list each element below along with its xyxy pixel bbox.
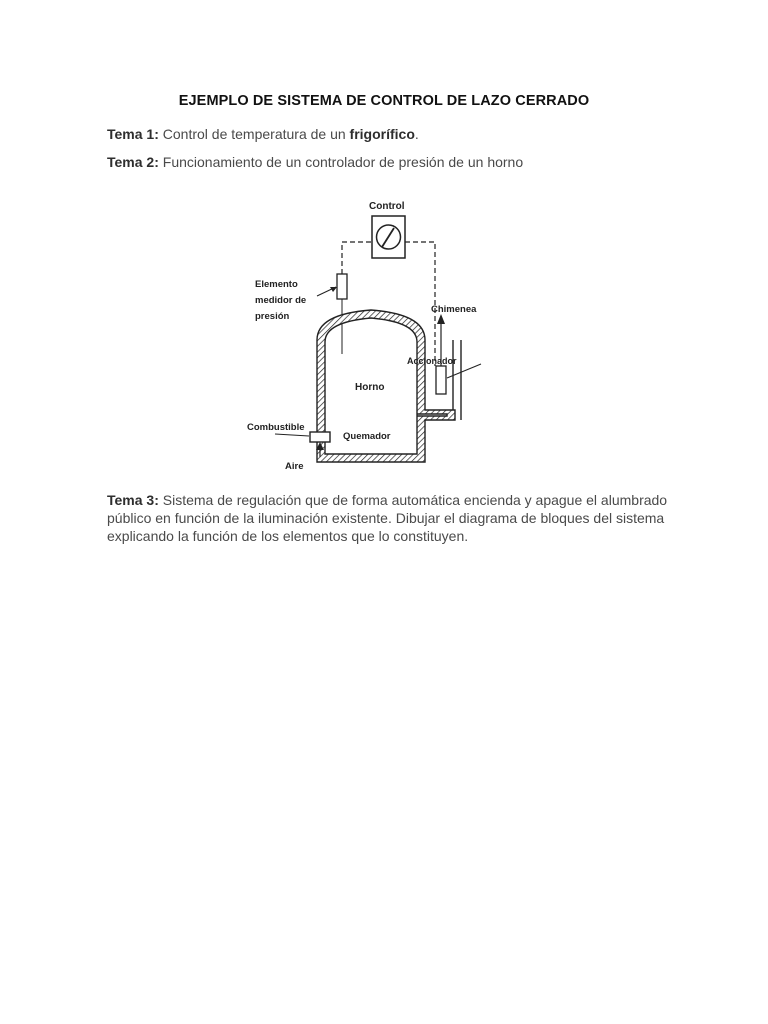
tema-1-text: Control de temperatura de un bbox=[158, 126, 350, 142]
tema-2-text: Funcionamiento de un controlador de presión de un horno bbox=[158, 154, 524, 170]
tema-3-paragraph bbox=[107, 491, 687, 545]
burner bbox=[310, 432, 330, 442]
sensor-label-line-1: Elemento bbox=[255, 279, 298, 290]
sensor-label-line-3: presión bbox=[255, 311, 290, 322]
tema-1-paragraph bbox=[107, 125, 419, 143]
chimney-arrow-icon bbox=[437, 314, 445, 324]
tema-1-bold-word: frigorífico bbox=[349, 126, 415, 142]
tema-3-text-1: Sistema de regulación que de forma automática encienda y apague el alumbrado bbox=[158, 492, 668, 508]
pressure-sensor bbox=[337, 274, 347, 299]
furnace-pressure-control-diagram bbox=[245, 192, 477, 474]
tema-3-line-1 bbox=[107, 491, 687, 509]
tema-2-label: Tema 2: bbox=[107, 154, 159, 170]
tema-3-line-2: público en función de la iluminación existente. Dibujar el diagrama de bloques del sistema bbox=[107, 510, 665, 526]
sensor-label-line-2: medidor de bbox=[255, 295, 307, 306]
tema-3-line-3: explicando la función de los elementos que lo constituyen. bbox=[107, 528, 469, 544]
actuator-label: Accionador bbox=[407, 356, 457, 366]
control-label: Control bbox=[369, 201, 405, 212]
tema-1-end: . bbox=[414, 126, 419, 142]
actuator bbox=[436, 366, 446, 394]
chimney-label: Chimenea bbox=[431, 304, 477, 315]
tema-3-label: Tema 3: bbox=[107, 492, 159, 508]
signal-line-sensor bbox=[342, 242, 372, 274]
page-title: EJEMPLO DE SISTEMA DE CONTROL DE LAZO CERRADO bbox=[178, 93, 590, 109]
tema-1-label: Tema 1: bbox=[107, 126, 159, 142]
fuel-label: Combustible bbox=[247, 422, 305, 433]
actuator-pointer-arrow bbox=[447, 364, 481, 378]
furnace-label: Horno bbox=[355, 382, 385, 393]
fuel-pointer-line bbox=[275, 434, 309, 436]
burner-label: Quemador bbox=[343, 431, 391, 442]
air-label: Aire bbox=[285, 461, 304, 472]
tema-2-paragraph bbox=[107, 153, 523, 171]
